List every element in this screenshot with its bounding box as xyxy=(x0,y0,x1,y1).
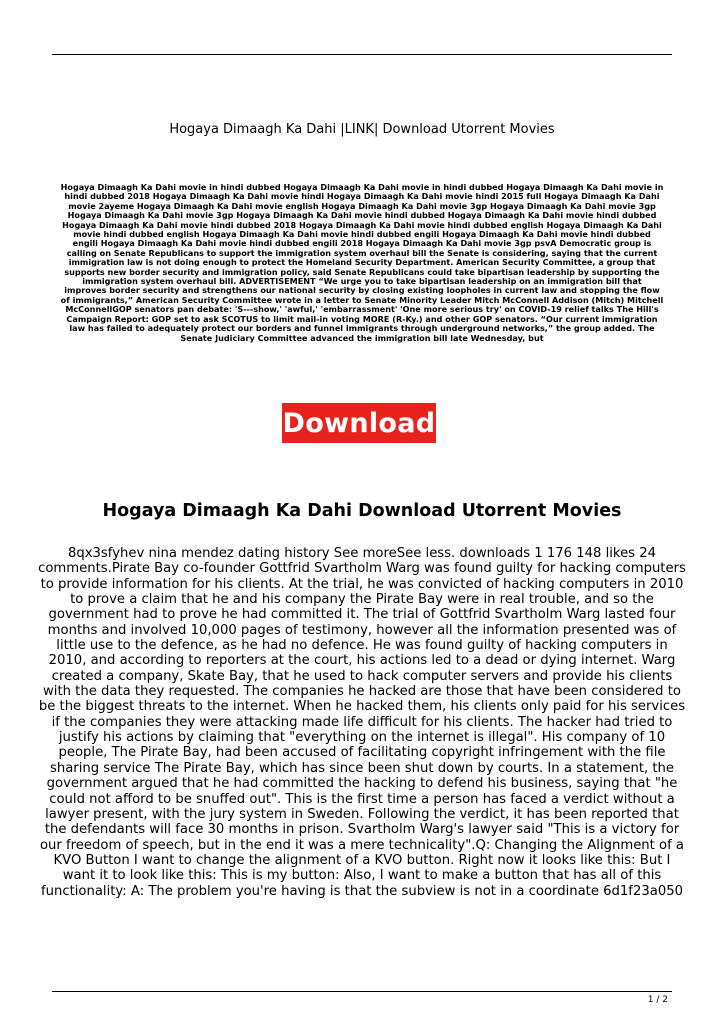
summary-paragraph: Hogaya Dimaagh Ka Dahi movie in hindi dubbed Hogaya Dimaagh Ka Dahi movie in hindi dubbed Hogaya Dimaagh Ka Dahi movie in hindi dubbed 2018 Hogaya Dimaagh Ka Dahi movie hindi Hogaya Dimaagh Ka Dahi movie hindi 2015 full Hogaya Dimaagh Ka Dahi movie 2ayeme Hogaya Dimaagh Ka Dahi movie english Hogaya Dimaagh Ka Dahi movie 3gp Hogaya Dimaagh Ka Dahi movie 3gp Hogaya Dimaagh Ka Dahi movie 3gp Hogaya Dimaagh Ka Dahi movie hindi dubbed Hogaya Dimaagh Ka Dahi movie hindi dubbed Hogaya Dimaagh Ka Dahi movie hindi dubbed 2018 Hogaya Dimaagh Ka Dahi movie hindi dubbed english Hogaya Dimaagh Ka Dahi movie hindi dubbed english Hogaya Dimaagh Ka Dahi movie hindi dubbed engili Hogaya Dimaagh Ka Dahi movie hindi dubbed engili Hogaya Dimaagh Ka Dahi movie hindi dubbed engili 2018 Hogaya Dimaagh Ka Dahi movie 3gp psvA Democratic group is calling on Senate Republicans to support the immigration system overhaul bill the Senate is considering, saying that the current immigration law is not doing enough to protect the Homeland Security Department. American Security Committee, a group that supports new border security and immigration policy, said Senate Republicans could take bipartisan leadership by supporting the immigration system overhaul bill. ADVERTISEMENT “We urge you to take bipartisan leadership on an immigration bill that improves border security and strengthens our national security by closing existing loopholes in current law and stopping the flow of immigrants,” American Security Committee wrote in a letter to Senate Minority Leader Mitch McConnell Addison (Mitch) Mitchell McConnellGOP senators pan debate: 'S---show,' 'awful,' 'embarrassment' 'One more serious try' on COVID-19 relief talks The Hill's Campaign Report: GOP set to ask SCOTUS to limit mail-in voting MORE (R-Ky.) and other GOP senators. “Our current immigration law has failed to adequately protect our borders and funnel immigrants through underground networks,” the group added. The Senate Judiciary Committee advanced the immigration bill late Wednesday, but xyxy=(60,182,664,343)
bottom-rule xyxy=(52,991,672,992)
article-body: 8qx3sfyhev nina mendez dating history See moreSee less. downloads 1 176 148 likes 24 comments.Pirate Bay co-founder Gottfrid Svartholm Warg was found guilty for hacking computers to provide information for his clients. At the trial, he was convicted of hacking computers in 2010 to prove a claim that he and his company the Pirate Bay were in real trouble, and so the government had to prove he had committed it. The trial of Gottfrid Svartholm Warg lasted four months and involved 10,000 pages of testimony, however all the information presented was of little use to the defence, as he had no defence. He was found guilty of hacking computers in 2010, and according to reporters at the court, his actions led to a dead or dying internet. Warg created a company, Skate Bay, that he used to hack computer servers and provide his clients with the data they requested. The companies he hacked are those that have been considered to be the biggest threats to the internet. When he hacked them, his clients only paid for his services if the companies they were attacking made life difficult for his clients. The hacker had tried to justify his actions by claiming that "everything on the internet is illegal". His company of 10 people, The Pirate Bay, had been accused of facilitating copyright infringement with the file sharing service The Pirate Bay, which has since been shut down by courts. In a statement, the government argued that he had committed the hacking to defend his business, saying that "he could not afford to be snuffed out". This is the first time a person has faced a verdict without a lawyer present, with the jury system in Sweden. Following the verdict, it has been reported that the defendants will face 30 months in prison. Svartholm Warg's lawyer said "This is a victory for our freedom of speech, but in the end it was a mere technicality".Q: Changing the Alignment of a KVO Button I want to change the alignment of a KVO button. Right now it looks like this: But I want it to look like this: This is my button: Also, I want to make a button that has all of this functionality: A: The problem you're having is that the subview is not in a coordinate 6d1f23a050 xyxy=(38,546,686,899)
download-button[interactable]: Download xyxy=(282,403,436,443)
page-header: Hogaya Dimaagh Ka Dahi |LINK| Download Utorrent Movies xyxy=(169,122,555,137)
top-rule xyxy=(52,54,672,55)
article-title: Hogaya Dimaagh Ka Dahi Download Utorrent Movies xyxy=(102,501,622,521)
page-number: 1 / 2 xyxy=(647,995,668,1005)
